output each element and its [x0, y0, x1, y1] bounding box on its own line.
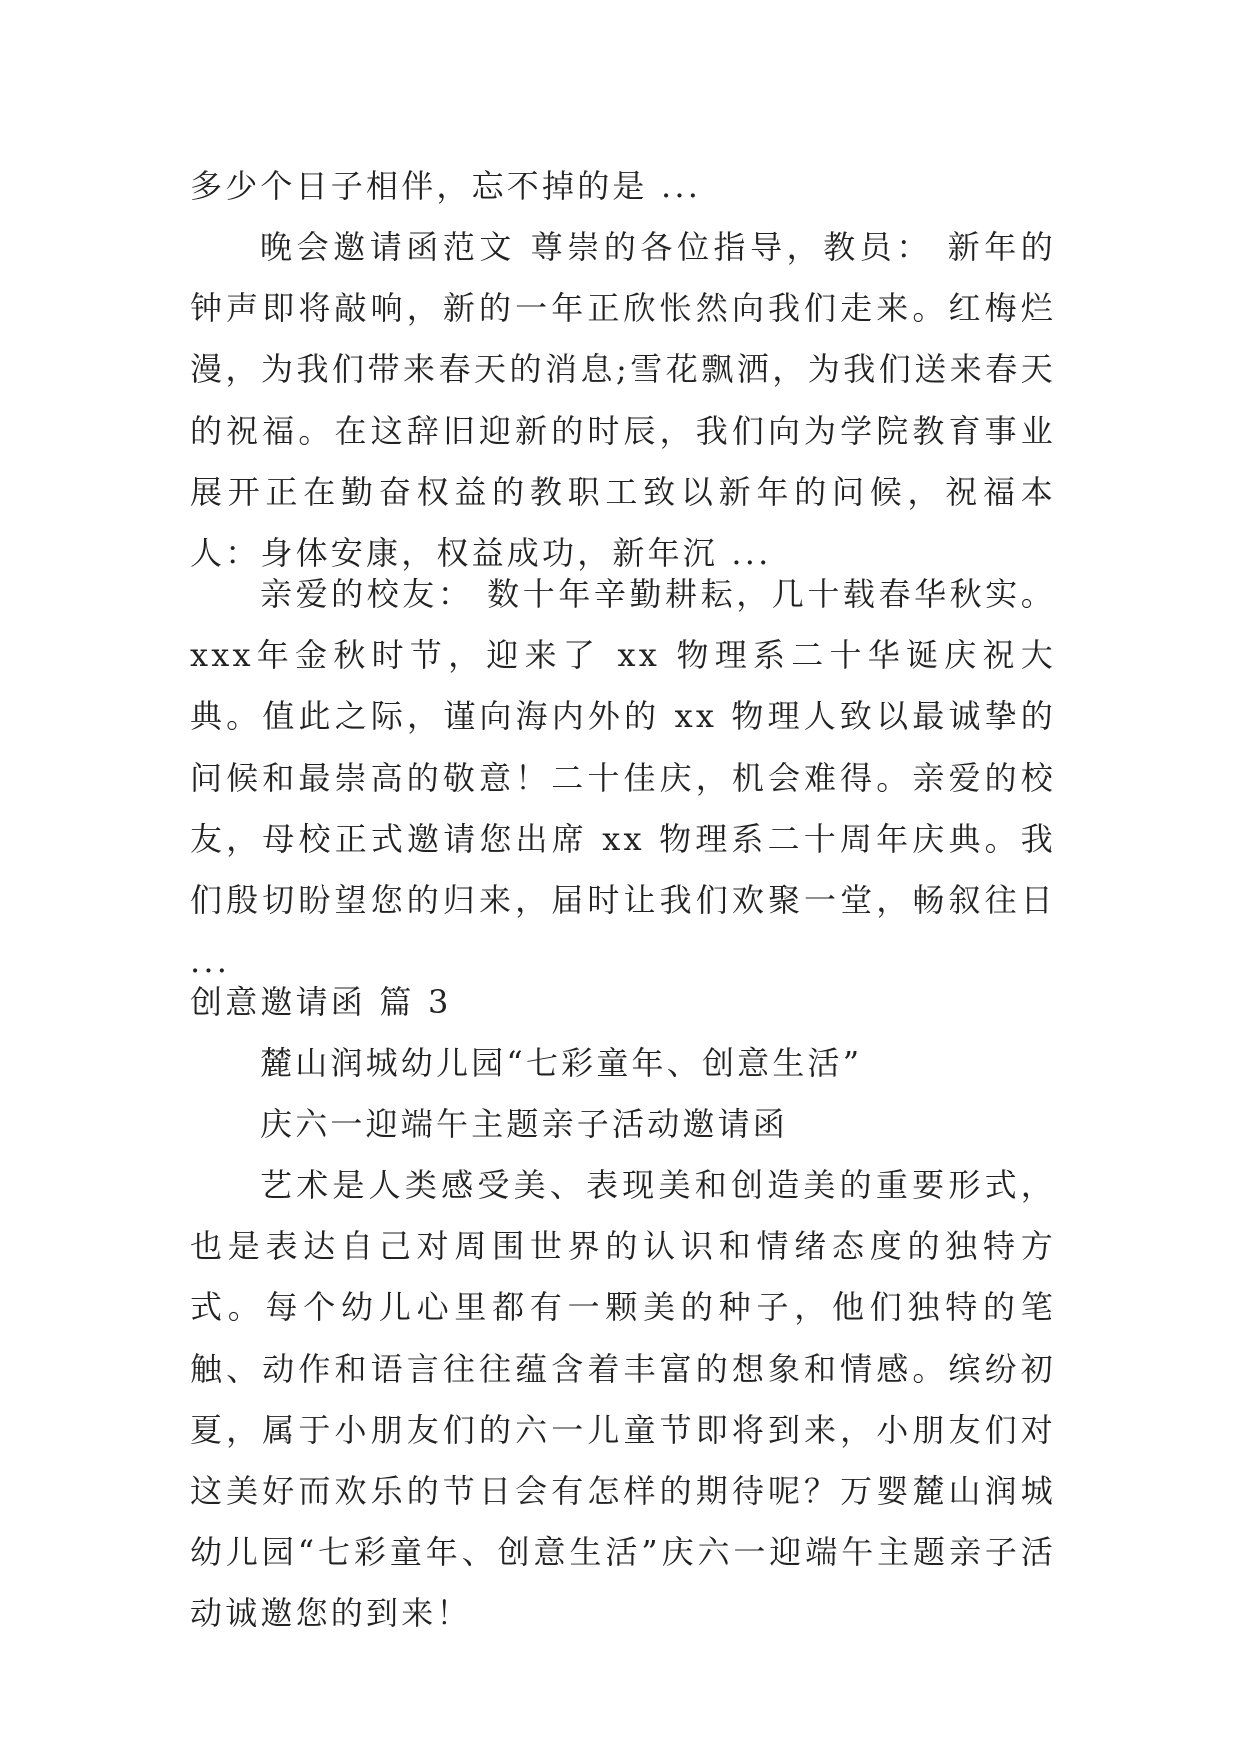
paragraph-continuation: 多少个日子相伴，忘不掉的是 ... — [190, 167, 702, 205]
invitation-subtitle-1: 麓山润城幼儿园“七彩童年、创意生活” — [260, 1044, 863, 1082]
paragraph-kindergarten-invitation: 艺术是人类感受美、表现美和创造美的重要形式，也是表达自己对周围世界的认识和情绪态度的独特方式。每个幼儿心里都有一颗美的种子，他们独特的笔触、动作和语言往往蕴含着丰富的想象和情感。缤纷初夏，属于小朋友们的六一儿童节即将到来，小朋友们对这美好而欢乐的节日会有怎样的期待呢？万婴麓山润城幼儿园“七彩童年、创意生活”庆六一迎端午主题亲子活动诚邀您的到来！ — [190, 1166, 1056, 1633]
invitation-subtitle-2: 庆六一迎端午主题亲子活动邀请函 — [260, 1105, 789, 1143]
section-heading: 创意邀请函 篇 3 — [190, 983, 452, 1021]
paragraph-party-invitation: 晚会邀请函范文 尊崇的各位指导，教员： 新年的钟声即将敲响，新的一年正欣怅然向我们走来。红梅烂漫，为我们带来春天的消息;雪花飘洒，为我们送来春天的祝福。在这辞旧迎新的时辰，我们向为学院教育事业展开正在勤奋权益的教职工致以新年的问候，祝福本人：身体安康，权益成功，新年沉 ... — [190, 228, 1056, 573]
paragraph-alumni-invitation: 亲爱的校友： 数十年辛勤耕耘，几十载春华秋实。xxx年金秋时节，迎来了 xx 物理系二十华诞庆祝大典。值此之际，谨向海内外的 xx 物理人致以最诚挚的问候和最崇高的敬意！二十佳庆，机会难得。亲爱的校友，母校正式邀请您出席 xx 物理系二十周年庆典。我们殷切盼望您的归来，届时让我们欢聚一堂，畅叙往日 ... — [190, 575, 1056, 981]
